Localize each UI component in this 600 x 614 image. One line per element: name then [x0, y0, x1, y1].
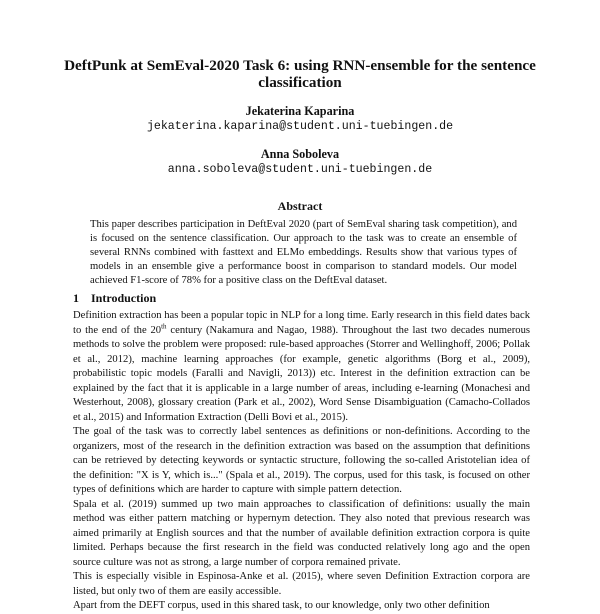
author-email: anna.soboleva@student.uni-tuebingen.de — [167, 163, 433, 176]
paragraph: Spala et al. (2019) summed up two main approaches to classification of definitions: usually the main method was either pattern matching or hypernym detection. They also noted that previous research was aimed primarily at English sources and that the number of available definition extraction corpora is quite limited. Perhaps because the first research in the field was conducted relatively long ago and the open source culture was not as strong, a large number of corpora remained private. — [73, 498, 530, 568]
author-name: Anna Soboleva — [260, 147, 340, 161]
section-heading — [73, 291, 156, 305]
paragraph — [73, 309, 530, 425]
paragraph-text: century (Nakamura and Nagao, 1988). Throughout the last two decades numerous methods to solve the problem were proposed: rule-based approaches (Storrer and Wellinghoff, 2006; Pollak et al., 2012), machine learning approaches (for example, genetic algorithms (Borg et al., 2009), probabilistic topic models (Faralli and Navigli, 2013)) etc. Interest in the definition extraction can be explained by the fact that it is applicable in a large number of areas, including e-learning (Monachesi and Westerhout, 2008), glossary creation (Park et al., 2002), Word Sense Disambiguation (Camacho-Collados et al., 2015) and Information Extraction (Delli Bovi et al., 2015). — [73, 324, 530, 423]
abstract-heading: Abstract — [277, 199, 323, 213]
author-name: Jekaterina Kaparina — [245, 104, 355, 118]
section-body — [73, 309, 530, 614]
paragraph: The goal of the task was to correctly label sentences as definitions or non-definitions. According to the organizers, most of the research in the definition extraction was based on the assumption that definitions can be retrieved by detecting keywords or syntactic structure, following the so-called Aristotelian idea of the definition: "X is Y, which is..." (Spala et al., 2019). The corpus, used for this task, is focused on other types of definitions which are harder to capture with simple pattern detection. — [73, 426, 530, 495]
author-email: jekaterina.kaparina@student.uni-tuebingen.de — [146, 120, 454, 133]
section-number: 1 — [73, 291, 79, 305]
abstract-text: This paper describes participation in DeftEval 2020 (part of SemEval sharing task competition), and is focused on the sentence classification. Our approach to the task was to create an ensemble of several RNNs combined with fasttext and ELMo embeddings. Results show that various types of models in an ensemble give a performance boost in comparison to standard models. Our model achieved F1-score of 78% for a positive class on the DeftEval dataset. — [90, 219, 517, 287]
paragraph-text: Definition extraction has been a popular topic in NLP for a long time. Early research in this field dates back to the end of the 20 — [73, 310, 530, 336]
paragraph: Apart from the DEFT corpus, used in this shared task, to our knowledge, only two other definition — [73, 600, 490, 611]
paragraph: This is especially visible in Espinosa-Anke et al. (2015), where seven Definition Extraction corpora are listed, but only two of them are easily accessible. — [73, 571, 530, 597]
paper-title: DeftPunk at SemEval-2020 Task 6: using RNN-ensemble for the sentence classification — [64, 57, 536, 91]
superscript: th — [161, 321, 167, 330]
section-title: Introduction — [91, 291, 157, 305]
